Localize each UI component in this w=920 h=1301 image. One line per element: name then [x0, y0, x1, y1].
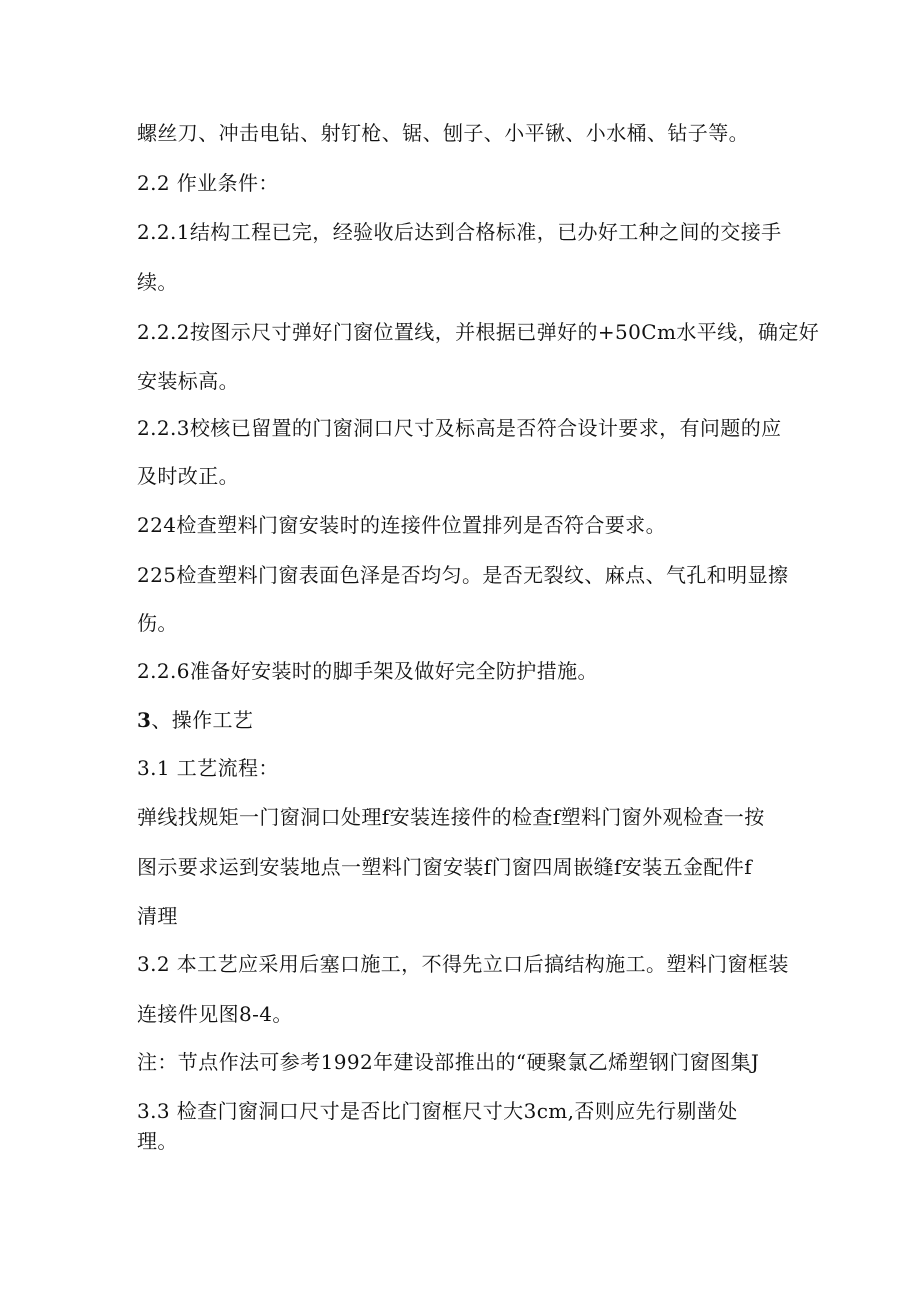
- text-line-225: 225检查塑料门窗表面色泽是否均匀。是否无裂纹、麻点、气孔和明显擦: [137, 563, 789, 587]
- text-line-2-2-3-cont: 及时改正。: [137, 464, 239, 488]
- text-line-3-3-cont: 理。: [137, 1129, 178, 1153]
- text-line-2-2-3: 2.2.3校核已留置的门窗洞口尺寸及标高是否符合设计要求，有问题的应: [137, 416, 782, 440]
- text-line-2-2-2-cont: 安装标高。: [137, 369, 239, 393]
- text-line-225-cont: 伤。: [137, 611, 178, 635]
- section-number: 3: [137, 708, 152, 732]
- text-line-2-2-2: 2.2.2按图示尺寸弹好门窗位置线，并根据已弹好的+50Cm水平线，确定好: [137, 320, 820, 344]
- section-heading-3-1: 3.1 工艺流程：: [137, 756, 279, 780]
- text-line-3-2: 3.2 本工艺应采用后塞口施工，不得先立口后搞结构施工。塑料门窗框装: [137, 952, 789, 976]
- text-line-flow-3: 清理: [137, 904, 178, 928]
- section-heading-3: [137, 706, 253, 734]
- text-line-flow-1: 弹线找规矩一门窗洞口处理f安装连接件的检查f塑料门窗外观检查一按: [137, 805, 765, 829]
- section-title: 、操作工艺: [151, 708, 254, 732]
- text-line-2-2-1-cont: 续。: [137, 270, 178, 294]
- text-line-2-2-6: 2.2.6准备好安装时的脚手架及做好完全防护措施。: [137, 659, 598, 683]
- text-line-3-2-cont: 连接件见图8-4。: [137, 1002, 293, 1026]
- text-line-2-2-1: 2.2.1结构工程已完，经验收后达到合格标准，已办好工种之间的交接手: [137, 220, 782, 244]
- text-line-note: 注：节点作法可参考1992年建设部推出的“硬聚氯乙烯塑钢门窗图集J: [137, 1050, 760, 1074]
- text-line-3-3: 3.3 检查门窗洞口尺寸是否比门窗框尺寸大3cm,否则应先行剔凿处: [137, 1099, 738, 1123]
- text-line-flow-2: 图示要求运到安装地点一塑料门窗安装f门窗四周嵌缝f安装五金配件f: [137, 855, 753, 879]
- section-heading-2-2: 2.2 作业条件：: [137, 171, 279, 195]
- text-line-224: 224检查塑料门窗安装时的连接件位置排列是否符合要求。: [137, 513, 666, 537]
- text-line-tools: 螺丝刀、冲击电钻、射钉枪、锯、刨子、小平锹、小水桶、钻子等。: [137, 121, 749, 145]
